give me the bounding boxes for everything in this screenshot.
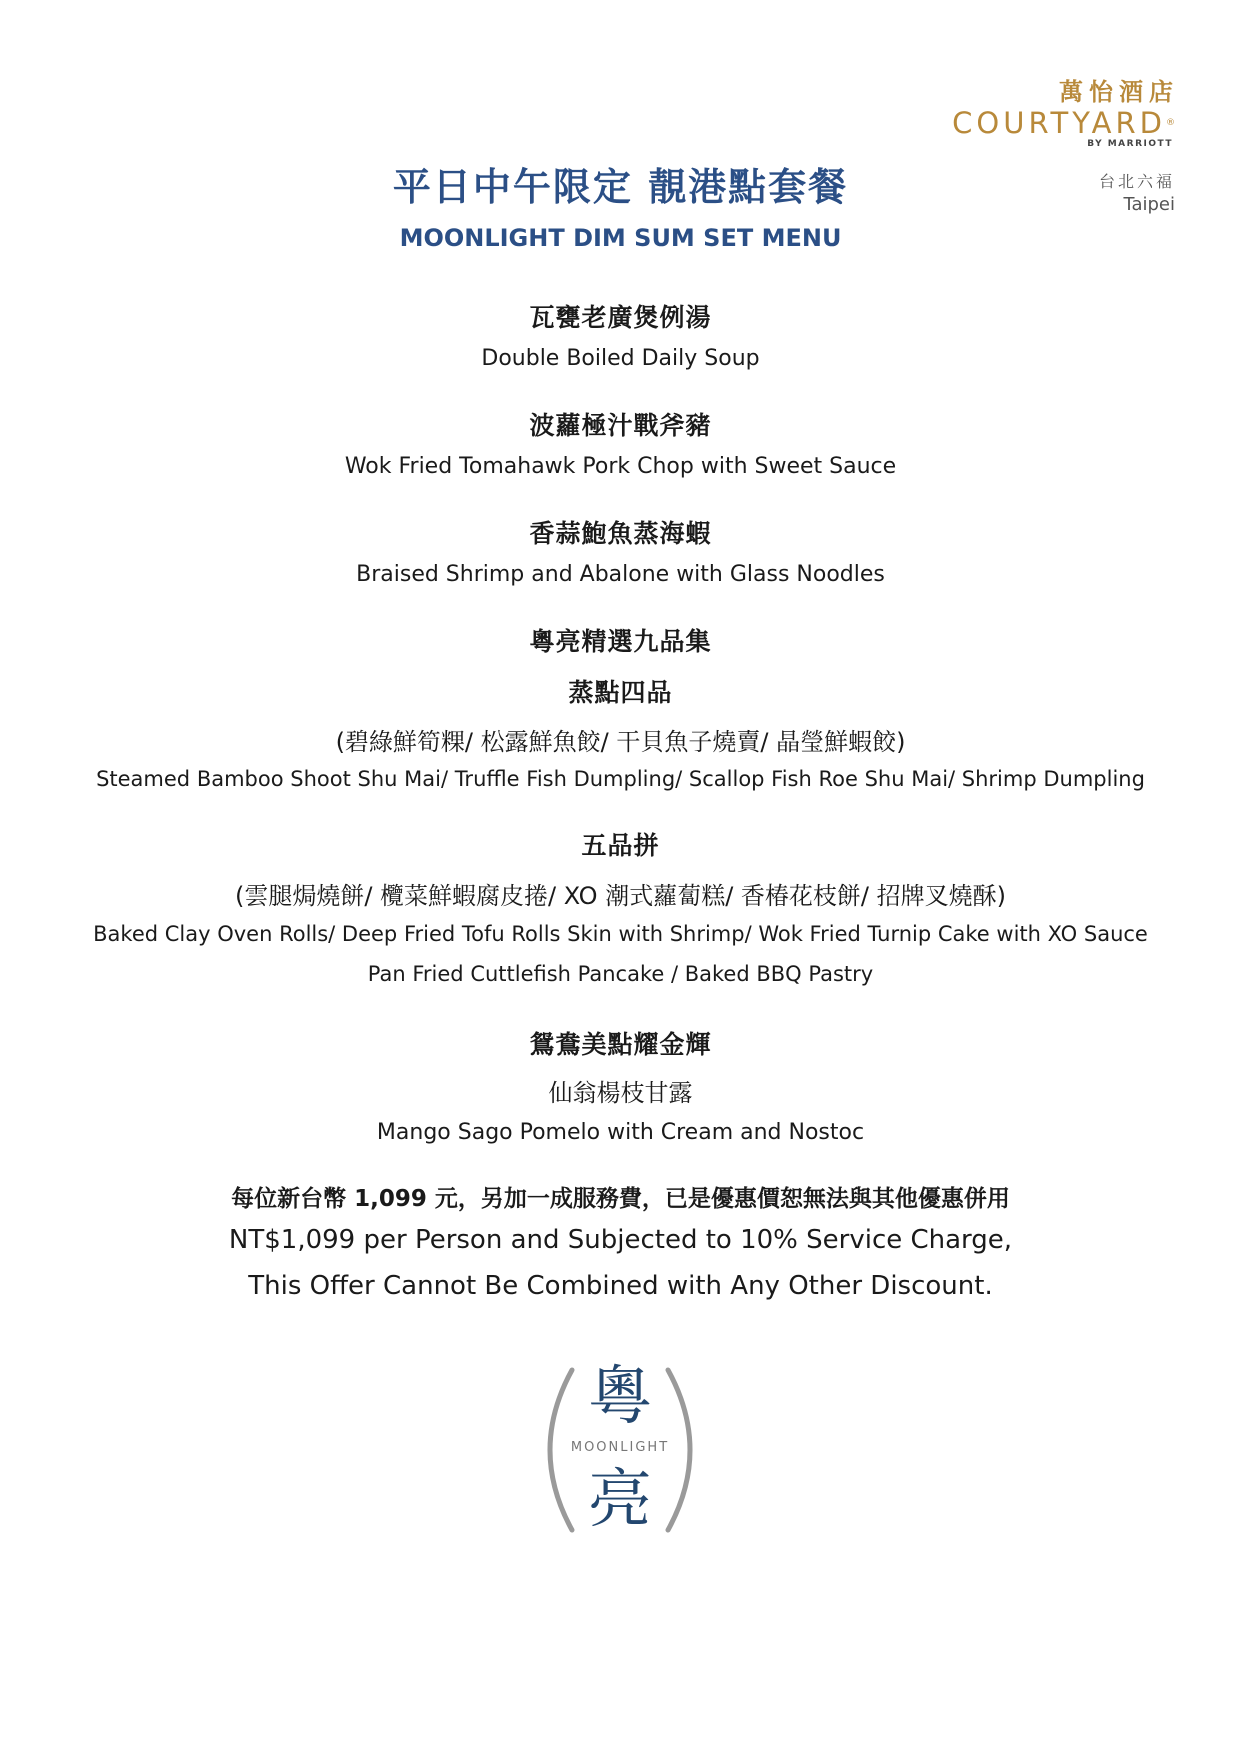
page-title-en: MOONLIGHT DIM SUM SET MENU (399, 224, 842, 252)
location-cn: 台北六福 (1098, 172, 1175, 191)
price-cn: 每位新台幣 1,099 元，另加一成服務費，已是優惠價恕無法與其他優惠併用 (231, 1186, 1010, 1212)
pork-title-en: Wok Fried Tomahawk Pork Chop with Sweet Sauce (344, 454, 897, 479)
moonlight-logo (530, 1360, 710, 1540)
shrimp-title-en: Braised Shrimp and Abalone with Glass Noodles (356, 562, 885, 587)
brand-name-cn: 萬怡酒店 (1059, 78, 1179, 106)
platter-items-cn: (雲腿焗燒餅/ 欖菜鮮蝦腐皮捲/ XO 潮式蘿蔔糕/ 香椿花枝餅/ 招牌叉燒酥) (234, 882, 1006, 910)
pork-title-cn: 波蘿極汁戰斧豬 (529, 411, 712, 440)
soup-title-cn: 瓦甕老廣煲例湯 (529, 303, 712, 332)
price-en-line1: NT$1,099 per Person and Subjected to 10% Service Charge, (228, 1225, 1013, 1255)
page-title-cn: 平日中午限定 靚港點套餐 (392, 165, 849, 209)
moonlight-char-bottom: 亮 (588, 1463, 652, 1537)
moonlight-wordmark: MOONLIGHT (570, 1440, 670, 1455)
brand-name-en (952, 108, 1175, 138)
price-en-line2: This Offer Cannot Be Combined with Any Other Discount. (248, 1271, 993, 1301)
location-en: Taipei (1123, 194, 1175, 215)
shrimp-title-cn: 香蒜鮑魚蒸海蝦 (529, 519, 712, 548)
dessert-title-en: Mango Sago Pomelo with Cream and Nostoc (376, 1120, 865, 1145)
steamed-items-en: Steamed Bamboo Shoot Shu Mai/ Truffle Fish Dumpling/ Scallop Fish Roe Shu Mai/ Shrimp Dumpling (96, 767, 1145, 791)
dessert-sub-cn: 仙翁楊枝甘露 (548, 1079, 693, 1107)
moonlight-char-top: 粵 (588, 1360, 652, 1434)
steamed-title: 蒸點四品 (568, 678, 673, 707)
dessert-title-cn: 鴛鴦美點耀金輝 (529, 1030, 712, 1059)
steamed-items-cn: (碧綠鮮筍粿/ 松露鮮魚餃/ 干貝魚子燒賣/ 晶瑩鮮蝦餃) (335, 728, 906, 756)
platter-items-en-2: Pan Fried Cuttlefish Pancake / Baked BBQ Pastry (367, 962, 874, 986)
platter-title: 五品拼 (581, 831, 660, 860)
registered-mark: ® (1166, 118, 1175, 128)
platter-items-en-1: Baked Clay Oven Rolls/ Deep Fried Tofu Rolls Skin with Shrimp/ Wok Fried Turnip Cake with XO Sauce (93, 922, 1148, 946)
dimsum-title-cn: 粵亮精選九品集 (529, 627, 712, 656)
brand-wordmark: COURTYARD (952, 106, 1166, 140)
soup-title-en: Double Boiled Daily Soup (481, 346, 760, 371)
brand-sub: BY MARRIOTT (1087, 139, 1173, 149)
